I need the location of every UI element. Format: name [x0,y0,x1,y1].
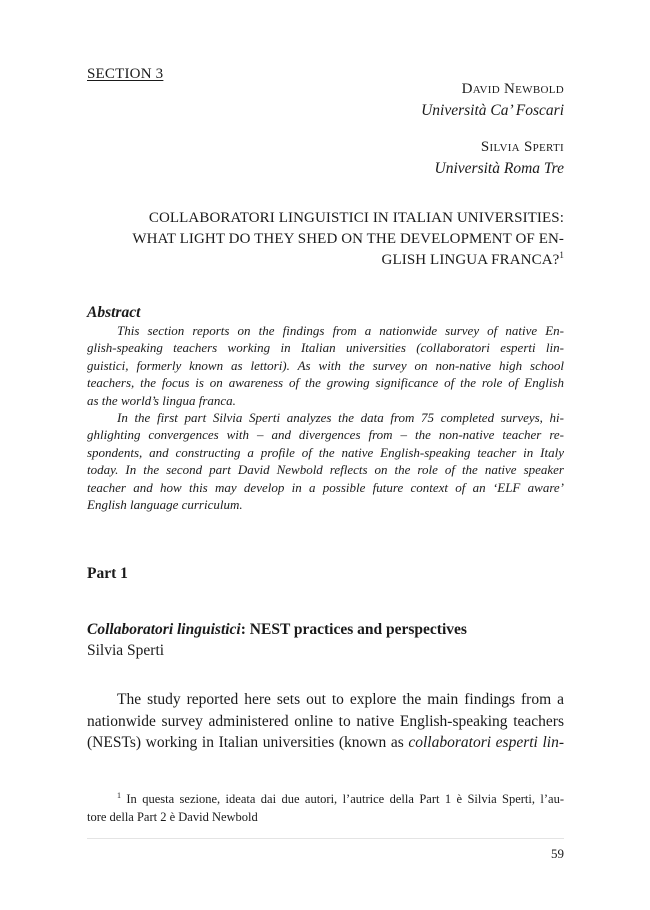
title-line: GLISH LINGUA FRANCA? [381,252,560,268]
abstract-line: teacher and how this may develop in a possible future context of an ‘ELF aware’ [87,479,564,495]
article-title [87,208,564,271]
subsection-title-italic: Collaboratori linguistici [87,621,241,638]
abstract-line: ghlighting convergences with – and divergences from – the non-native teacher re- [87,427,564,443]
subsection-heading [87,619,467,661]
title-line: WHAT LIGHT DO THEY SHED ON THE DEVELOPMENT OF EN- [132,231,564,247]
author-block-newbold [421,78,564,122]
page [87,0,564,910]
body-paragraph [87,689,564,754]
author-affiliation: Università Ca’ Foscari [421,102,564,119]
footer-divider [87,838,564,839]
section-label: SECTION 3 [87,66,164,82]
footnote-line: tore della Part 2 è David Newbold [87,810,258,824]
abstract-line: today. In the second part David Newbold reflects on the role of the native speaker [87,462,564,478]
abstract-line: spondents, and constructing a profile of the native English-speaking teacher in Italy [87,444,564,460]
abstract-heading: Abstract [87,304,141,321]
body-text-plain: (NESTs) working in Italian universities (known as [87,734,409,751]
page-number: 59 [551,846,564,861]
footnote-marker: 1 [117,790,121,800]
author-block-sperti [435,136,564,180]
subsection-title-rest: : NEST practices and perspectives [240,621,467,638]
abstract-body [87,322,564,513]
body-text-italic: collaboratori esperti lin- [408,734,564,751]
abstract-line: This section reports on the findings from a nationwide survey of native En- [117,323,564,338]
subsection-title [87,619,467,640]
title-line-last [87,250,564,271]
abstract-line: In the first part Silvia Sperti analyzes the data from 75 completed surveys, hi- [117,410,564,426]
author-name: Silvia Sperti [480,139,564,155]
title-line: COLLABORATORI LINGUISTICI IN ITALIAN UNIVERSITIES: [148,210,564,226]
abstract-line: teachers, the focus is on awareness of the growing significance of the role of English [87,375,564,391]
body-line: The study reported here sets out to explore the main findings from a [117,691,564,708]
part-heading: Part 1 [87,565,128,582]
abstract-line: guistici, formerly known as lettori). As with the survey on non-native high school [87,357,564,373]
author-affiliation: Università Roma Tre [434,160,564,177]
body-line: nationwide survey administered online to native English-speaking teachers [87,712,564,730]
author-name: David Newbold [461,81,564,97]
abstract-line: as the world’s lingua franca. [87,392,236,408]
subsection-author: Silvia Sperti [87,642,165,659]
body-line [87,732,564,754]
footnote-ref[interactable]: 1 [559,250,564,260]
footnote-line [87,790,564,808]
footnote [87,790,564,826]
footnote-text: In questa sezione, ideata dai due autori, l’autrice della Part 1 è Silvia Sperti, l’au- [121,792,564,806]
abstract-line: English language curriculum. [87,497,243,513]
abstract-line: glish-speaking teachers working in Italian universities (collaboratori esperti lin- [87,340,564,356]
